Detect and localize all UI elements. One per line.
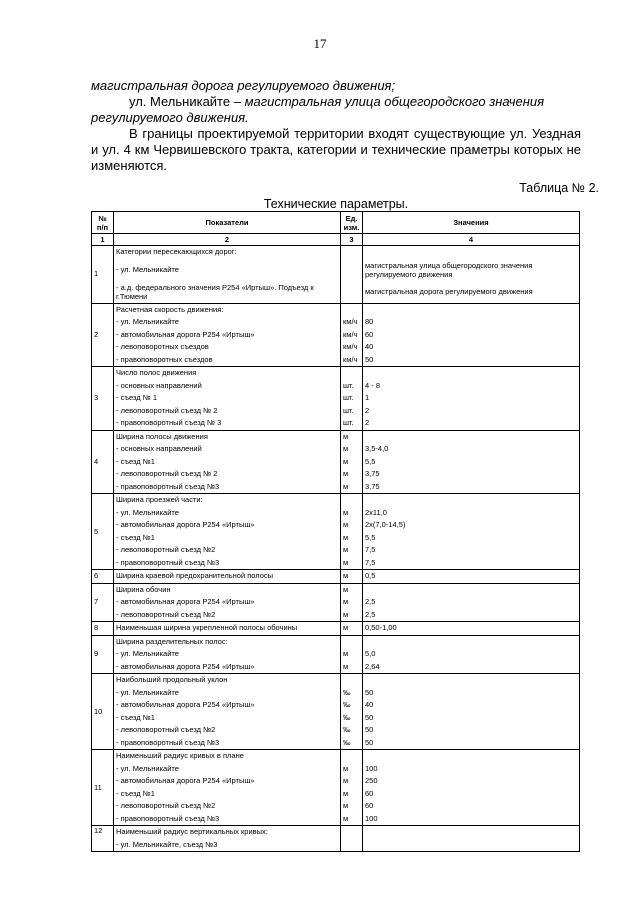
indicator-line: Ширина обочин <box>116 584 171 594</box>
indicator-line: - правоповоротный съезд № 3 <box>116 418 222 427</box>
value-line <box>365 584 577 597</box>
table-row <box>92 367 580 431</box>
unit-line: м <box>343 609 349 619</box>
indicator-line: - левоповоротный съезд №2 <box>116 609 216 619</box>
unit-line <box>343 304 360 317</box>
value-cell <box>363 246 580 304</box>
table-body <box>92 246 580 852</box>
value-line: 250 <box>365 776 378 785</box>
indicator-line: Ширина разделительных полос: <box>116 636 228 646</box>
unit-line: м <box>343 763 349 773</box>
unit-line: ‰ <box>343 737 351 747</box>
indicator-line: Ширина проезжей части: <box>116 495 203 504</box>
table-row <box>92 430 580 494</box>
value-line: 2x(7,0-14,5) <box>365 520 406 529</box>
indicator-line: - автомобильная дорога Р254 «Иртыш» <box>116 776 255 785</box>
indicator-line: - ул. Мельникайте <box>116 265 179 274</box>
indicator-line: Наименьший радиус кривых в плане <box>116 751 244 760</box>
value-line: 0,5 <box>365 571 376 580</box>
table-row <box>92 635 580 674</box>
value-line: 3,75 <box>365 481 380 491</box>
indicator-line: - съезд №1 <box>116 532 155 542</box>
value-line <box>365 674 577 687</box>
value-line: 2,64 <box>365 661 380 671</box>
value-line <box>365 636 577 649</box>
row-number: 8 <box>92 622 114 636</box>
indicator-line: - левоповоротных съездов <box>116 342 209 351</box>
value-line <box>365 494 577 507</box>
value-cell <box>363 367 580 431</box>
unit-line: км/ч <box>343 342 358 351</box>
unit-cell <box>341 246 363 304</box>
paragraph-2-italic: магистральная улица общегородского значения регулируемого движения. <box>91 94 545 125</box>
indicator-cell <box>114 430 341 494</box>
value-line: 60 <box>365 329 374 339</box>
table-row <box>92 570 580 584</box>
value-line: 5,5 <box>365 532 376 542</box>
unit-line: ‰ <box>343 700 351 709</box>
row-number: 11 <box>92 750 114 826</box>
header-row <box>92 212 580 234</box>
indicator-cell <box>114 570 341 584</box>
value-line: 2 <box>365 405 370 415</box>
row-number: 12 <box>92 826 114 852</box>
indicator-line: - основных направлений <box>116 380 202 390</box>
table-row <box>92 622 580 636</box>
unit-line: м <box>343 788 349 798</box>
indicator-line: - а.д. федерального значения Р254 «Иртыш». Подъезд к г.Тюмени <box>116 282 314 301</box>
value-line: 40 <box>365 342 374 351</box>
value-line: 2,5 <box>365 597 376 606</box>
unit-line: шт. <box>343 380 354 390</box>
unit-line <box>343 494 360 507</box>
unit-line: м <box>343 661 349 671</box>
value-cell <box>363 583 580 622</box>
indicator-line: Категории пересекающихся дорог: <box>116 247 237 256</box>
value-line: 60 <box>365 788 374 798</box>
unit-line: км/ч <box>343 354 358 364</box>
indicator-line: - ул. Мельникайте <box>116 649 179 658</box>
value-line: 7,5 <box>365 557 376 567</box>
table-row <box>92 246 580 304</box>
col-number-3: 3 <box>341 234 363 246</box>
value-line: магистральная улица общегородского значения регулируемого движения <box>365 260 533 279</box>
unit-cell <box>341 826 363 852</box>
unit-line: м <box>343 584 349 594</box>
col-number-4: 4 <box>363 234 580 246</box>
indicator-cell <box>114 494 341 570</box>
indicator-line: - правоповоротных съездов <box>116 354 213 364</box>
indicator-line: Ширина полосы движения <box>116 431 208 441</box>
value-line: 4 - 8 <box>365 380 381 390</box>
unit-line: м <box>343 597 349 606</box>
unit-line <box>343 839 360 852</box>
row-number: 9 <box>92 635 114 674</box>
indicator-line: Наименьший радиус вертикальных кривых: <box>116 827 268 836</box>
indicator-line: - ул. Мельникайте <box>116 507 179 517</box>
unit-line: ‰ <box>343 712 351 722</box>
col-number-2: 2 <box>114 234 341 246</box>
value-line <box>365 367 577 380</box>
unit-line: м <box>343 623 349 632</box>
value-line <box>365 826 577 839</box>
column-number-row <box>92 234 580 246</box>
indicator-line: Расчетная скорость движения: <box>116 304 224 314</box>
unit-line: шт. <box>343 393 354 402</box>
value-line <box>365 304 577 317</box>
unit-line: м <box>343 776 349 785</box>
value-line: 60 <box>365 801 374 810</box>
unit-cell <box>341 622 363 636</box>
indicator-line: - левоповоротный съезд №2 <box>116 545 216 554</box>
unit-line: м <box>343 649 349 658</box>
unit-line: шт. <box>343 418 354 427</box>
value-line: 3,5-4,0 <box>365 444 389 453</box>
value-line <box>365 750 577 763</box>
value-line: 80 <box>365 317 374 326</box>
table-row <box>92 826 580 852</box>
indicator-line: - автомобильная дорога Р254 «Иртыш» <box>116 700 255 709</box>
indicator-line: - ул. Мельникайте <box>116 763 179 773</box>
unit-line <box>343 248 360 261</box>
unit-line <box>343 674 360 687</box>
paragraph-2 <box>91 94 581 126</box>
indicator-line: - левоповоротный съезд № 2 <box>116 469 218 478</box>
value-cell <box>363 494 580 570</box>
indicator-line: Наименьшая ширина укрепленной полосы обочины <box>116 623 298 632</box>
value-line: 100 <box>365 763 378 773</box>
unit-cell <box>341 303 363 367</box>
unit-line: м <box>343 801 349 810</box>
indicator-line: - съезд №1 <box>116 788 155 798</box>
indicator-line: - левоповоротный съезд №2 <box>116 725 216 734</box>
table-row <box>92 583 580 622</box>
value-line: 5,0 <box>365 649 376 658</box>
indicator-cell <box>114 303 341 367</box>
unit-line: м <box>343 456 349 466</box>
value-line: 50 <box>365 354 374 364</box>
indicator-line: - съезд № 1 <box>116 393 158 402</box>
unit-line <box>343 281 360 301</box>
indicator-cell <box>114 246 341 304</box>
table-row <box>92 674 580 750</box>
unit-cell <box>341 750 363 826</box>
indicator-line: Наибольший продольный уклон <box>116 675 228 684</box>
unit-line: м <box>343 431 349 441</box>
unit-line: м <box>343 469 349 478</box>
value-line <box>365 246 577 259</box>
unit-cell <box>341 635 363 674</box>
value-line <box>365 839 577 852</box>
indicator-line: - автомобильная дорога Р254 «Иртыш» <box>116 597 255 606</box>
indicator-line: - правоповоротный съезд №3 <box>116 737 220 747</box>
value-line: 40 <box>365 700 374 709</box>
value-line: 100 <box>365 813 378 823</box>
table-row <box>92 494 580 570</box>
value-cell <box>363 674 580 750</box>
unit-line <box>343 261 360 281</box>
value-cell <box>363 570 580 584</box>
value-cell <box>363 430 580 494</box>
indicator-line: - основных направлений <box>116 444 202 453</box>
unit-cell <box>341 570 363 584</box>
unit-line: м <box>343 813 349 823</box>
indicator-cell <box>114 367 341 431</box>
header-indicators: Показатели <box>114 212 341 234</box>
unit-line: км/ч <box>343 329 358 339</box>
indicator-line: - левоповоротный съезд №2 <box>116 801 216 810</box>
row-number: 5 <box>92 494 114 570</box>
unit-line: м <box>343 557 349 567</box>
unit-cell <box>341 674 363 750</box>
indicator-line: - ул. Мельникайте <box>116 687 179 697</box>
value-line: 50 <box>365 725 374 734</box>
unit-line: м <box>343 520 349 529</box>
unit-cell <box>341 494 363 570</box>
unit-cell <box>341 430 363 494</box>
header-number: № п/п <box>92 212 114 234</box>
paragraph-2-prefix: ул. Мельникайте – <box>129 94 245 109</box>
unit-line <box>343 750 360 763</box>
unit-line <box>343 636 360 649</box>
row-number: 7 <box>92 583 114 622</box>
indicator-line: - правоповоротный съезд №3 <box>116 557 220 567</box>
header-unit: Ед. изм. <box>341 212 363 234</box>
value-cell <box>363 826 580 852</box>
indicator-line: - автомобильная дорога Р254 «Иртыш» <box>116 520 255 529</box>
page-number: 17 <box>313 36 327 51</box>
table-number: Таблица № 2. <box>519 181 599 195</box>
row-number: 4 <box>92 430 114 494</box>
row-number: 6 <box>92 570 114 584</box>
indicator-line: Ширина краевой предохранительной полосы <box>116 571 274 580</box>
unit-line <box>343 367 360 380</box>
value-line: 2,5 <box>365 609 376 619</box>
unit-line: км/ч <box>343 317 358 326</box>
paragraph-3: В границы проектируемой территории входят существующие ул. Уездная и ул. 4 км Червишевского тракта, категории и технические праметры которых не изменяются. <box>91 126 581 173</box>
indicator-line: - правоповоротный съезд №3 <box>116 813 220 823</box>
col-number-1: 1 <box>92 234 114 246</box>
unit-line: шт. <box>343 405 354 415</box>
value-line: 5,5 <box>365 456 376 466</box>
indicator-line: - ул. Мельникайте <box>116 317 179 326</box>
unit-line <box>343 826 360 839</box>
value-cell <box>363 635 580 674</box>
value-line: 1 <box>365 393 370 402</box>
row-number: 2 <box>92 303 114 367</box>
unit-line: м <box>343 481 349 491</box>
unit-line: м <box>343 571 349 580</box>
indicator-line: - съезд №1 <box>116 712 155 722</box>
value-cell <box>363 750 580 826</box>
indicator-line: - автомобильная дорога Р254 «Иртыш» <box>116 661 255 671</box>
indicator-cell <box>114 674 341 750</box>
value-cell <box>363 622 580 636</box>
value-line: 3,75 <box>365 469 380 478</box>
unit-cell <box>341 367 363 431</box>
indicator-line: - ул. Мельникайте, съезд №3 <box>116 839 218 849</box>
value-line: 0,50-1,00 <box>365 623 397 632</box>
unit-line: м <box>343 507 349 517</box>
unit-line: ‰ <box>343 687 351 697</box>
row-number: 3 <box>92 367 114 431</box>
indicator-line: - съезд №1 <box>116 456 155 466</box>
indicator-line: - автомобильная дорога Р254 «Иртыш» <box>116 329 255 339</box>
indicator-line: Число полос движения <box>116 368 197 377</box>
unit-line: м <box>343 532 349 542</box>
row-number: 10 <box>92 674 114 750</box>
value-line: 7,5 <box>365 545 376 554</box>
indicator-cell <box>114 750 341 826</box>
table-row <box>92 750 580 826</box>
indicator-line: - правоповоротный съезд №3 <box>116 481 220 491</box>
unit-line: ‰ <box>343 725 351 734</box>
paragraph-1: магистральная дорога регулируемого движения; <box>91 78 396 93</box>
indicator-cell <box>114 622 341 636</box>
technical-parameters-table <box>91 211 580 852</box>
value-line: 50 <box>365 737 374 747</box>
indicator-cell <box>114 826 341 852</box>
value-line: 50 <box>365 687 374 697</box>
row-number: 1 <box>92 246 114 304</box>
value-cell <box>363 303 580 367</box>
value-line: 2x11,0 <box>365 507 387 517</box>
indicator-cell <box>114 635 341 674</box>
header-values: Значения <box>363 212 580 234</box>
unit-line: м <box>343 545 349 554</box>
indicator-line: - левоповоротный съезд № 2 <box>116 405 218 415</box>
indicator-cell <box>114 583 341 622</box>
value-line: 50 <box>365 712 374 722</box>
value-line <box>365 431 577 444</box>
table-row <box>92 303 580 367</box>
table-title: Технические параметры. <box>263 197 409 211</box>
value-line: магистральная дорога регулируемого движения <box>365 287 533 296</box>
unit-cell <box>341 583 363 622</box>
unit-line: м <box>343 444 349 453</box>
value-line: 2 <box>365 418 370 427</box>
